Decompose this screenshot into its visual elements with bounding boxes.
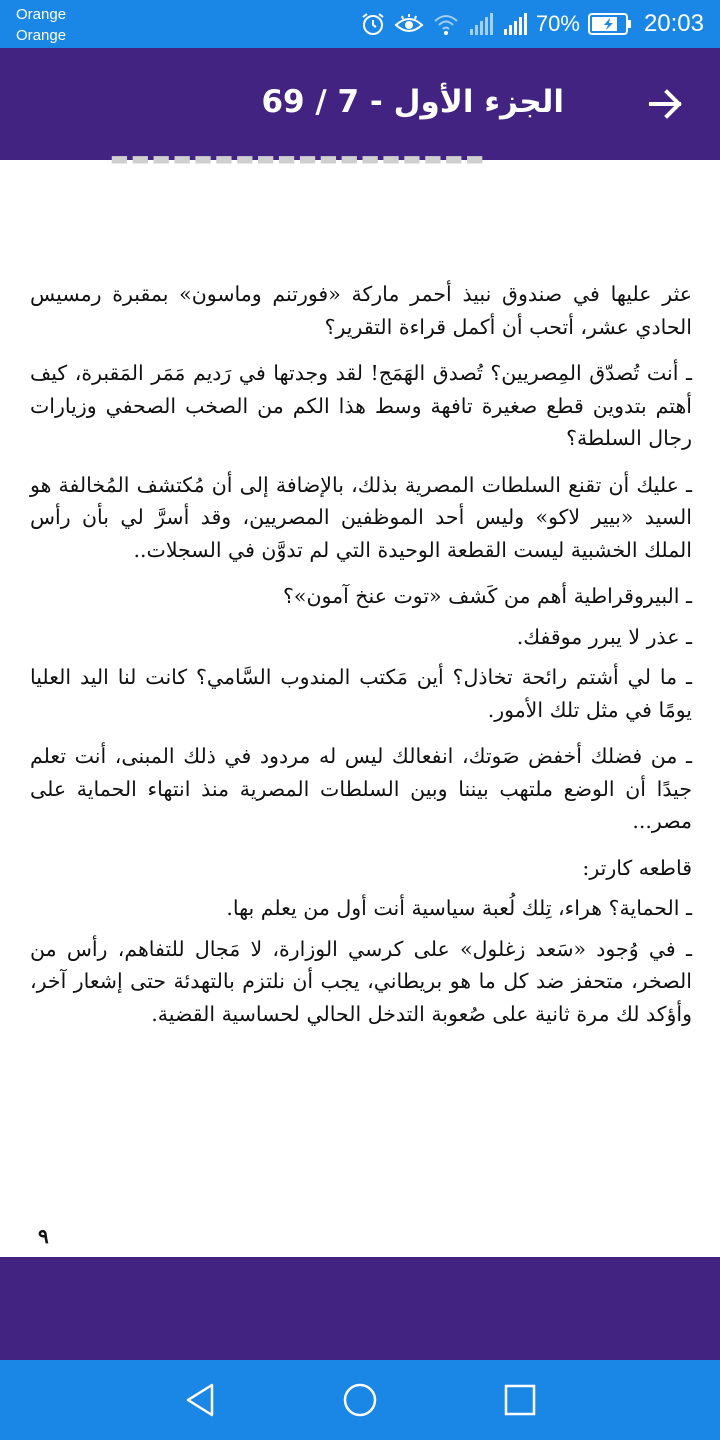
app-bar (0, 48, 720, 160)
paragraph: ـ في وُجود «سَعد زغلول» على كرسي الوزارة، لا مَجال للتفاهم، رأس من الصخر، متحفز ضد كل ما هو بريطاني، يجب أن نلتزم بالتهدئة حتى إشعار آخر، وأؤكد لك مرة ثانية على صُعوبة التدخل الحالي لحساسية القضية. (30, 936, 692, 1026)
paragraph: ـ عليك أن تقنع السلطات المصرية بذلك، بالإضافة إلى أن مُكتشف المُخالفة هو السيد «بيير لاكو» وليس أحد الموظفين المصريين، وقد أسرَّ لي بأن رأس الملك الخشبية ليست القطعة الوحيدة التي لم تدوَّن في السجلات.. (30, 472, 692, 562)
paragraph: ـ أنت تُصدّق المِصريين؟ تُصدق الهَمَج! لقد وجدتها في رَديم مَمَر المَقبرة، كيف أهتم بتدوين قطع صغيرة تافهة وسط هذا الكم من الصخب الصحفي وزيارات رجال السلطة؟ (30, 361, 692, 450)
nav-home-button[interactable] (340, 1380, 380, 1420)
nav-back-button[interactable] (180, 1380, 220, 1420)
circle-home-icon (340, 1380, 380, 1420)
bottom-band (0, 1257, 720, 1360)
paragraph: ـ عذر لا يبرر موقفك. (516, 624, 692, 649)
arrow-right-icon (646, 84, 686, 124)
wifi-icon (432, 11, 460, 37)
paragraph: ـ ما لي أشتم رائحة تخاذل؟ أين مَكتب المندوب السَّامي؟ كانت لنا اليد العليا يومًا في مثل تلك الأمور. (30, 665, 692, 722)
paragraph: قاطعه كارتر: (582, 855, 692, 880)
paragraph: ـ من فضلك أخفض صَوتك، انفعالك ليس له مردود في ذلك المبنى، أنت تعلم جيدًا أن الوضع ملتهب بيننا وبين السلطات المصرية منذ انتهاء الحماية على مصر... (30, 744, 692, 833)
carrier-label (16, 4, 66, 46)
book-page[interactable] (0, 146, 720, 1257)
clock: 20:03 (643, 10, 704, 37)
triangle-back-icon (180, 1380, 220, 1420)
status-indicators (360, 0, 704, 48)
square-recent-icon (500, 1380, 540, 1420)
page-title: الجزء الأول - 7 / 69 (261, 84, 564, 120)
status-bar (0, 0, 720, 48)
battery-percent: 70% (535, 11, 580, 36)
paragraph: ـ البيروقراطية أهم من كَشف «توت عنخ آمون»؟ (283, 584, 692, 608)
paragraph: عثر عليها في صندوق نبيذ أحمر ماركة «فورتنم وماسون» بمقبرة رمسيس الحادي عشر، أتحب أن أكمل قراءة التقرير؟ (30, 282, 692, 339)
navigation-bar (0, 1360, 720, 1440)
signal-icon (502, 11, 528, 37)
alarm-icon (360, 11, 386, 37)
page-number: ٩ (38, 1224, 49, 1248)
eye-icon (394, 11, 424, 37)
back-button[interactable] (646, 84, 686, 124)
nav-recent-button[interactable] (500, 1380, 540, 1420)
previous-page-bleed: ▬▬▬▬▬▬▬▬▬▬▬▬▬▬▬▬▬▬ (110, 146, 487, 170)
paragraph: ـ الحماية؟ هراء، تِلك لُعبة سياسية أنت أول من يعلم بها. (226, 896, 692, 920)
battery-icon (588, 12, 632, 36)
page-text (30, 278, 692, 1044)
signal-icon (468, 11, 494, 37)
carrier-line-1: Orange (16, 6, 67, 23)
carrier-line-2: Orange (16, 27, 67, 44)
